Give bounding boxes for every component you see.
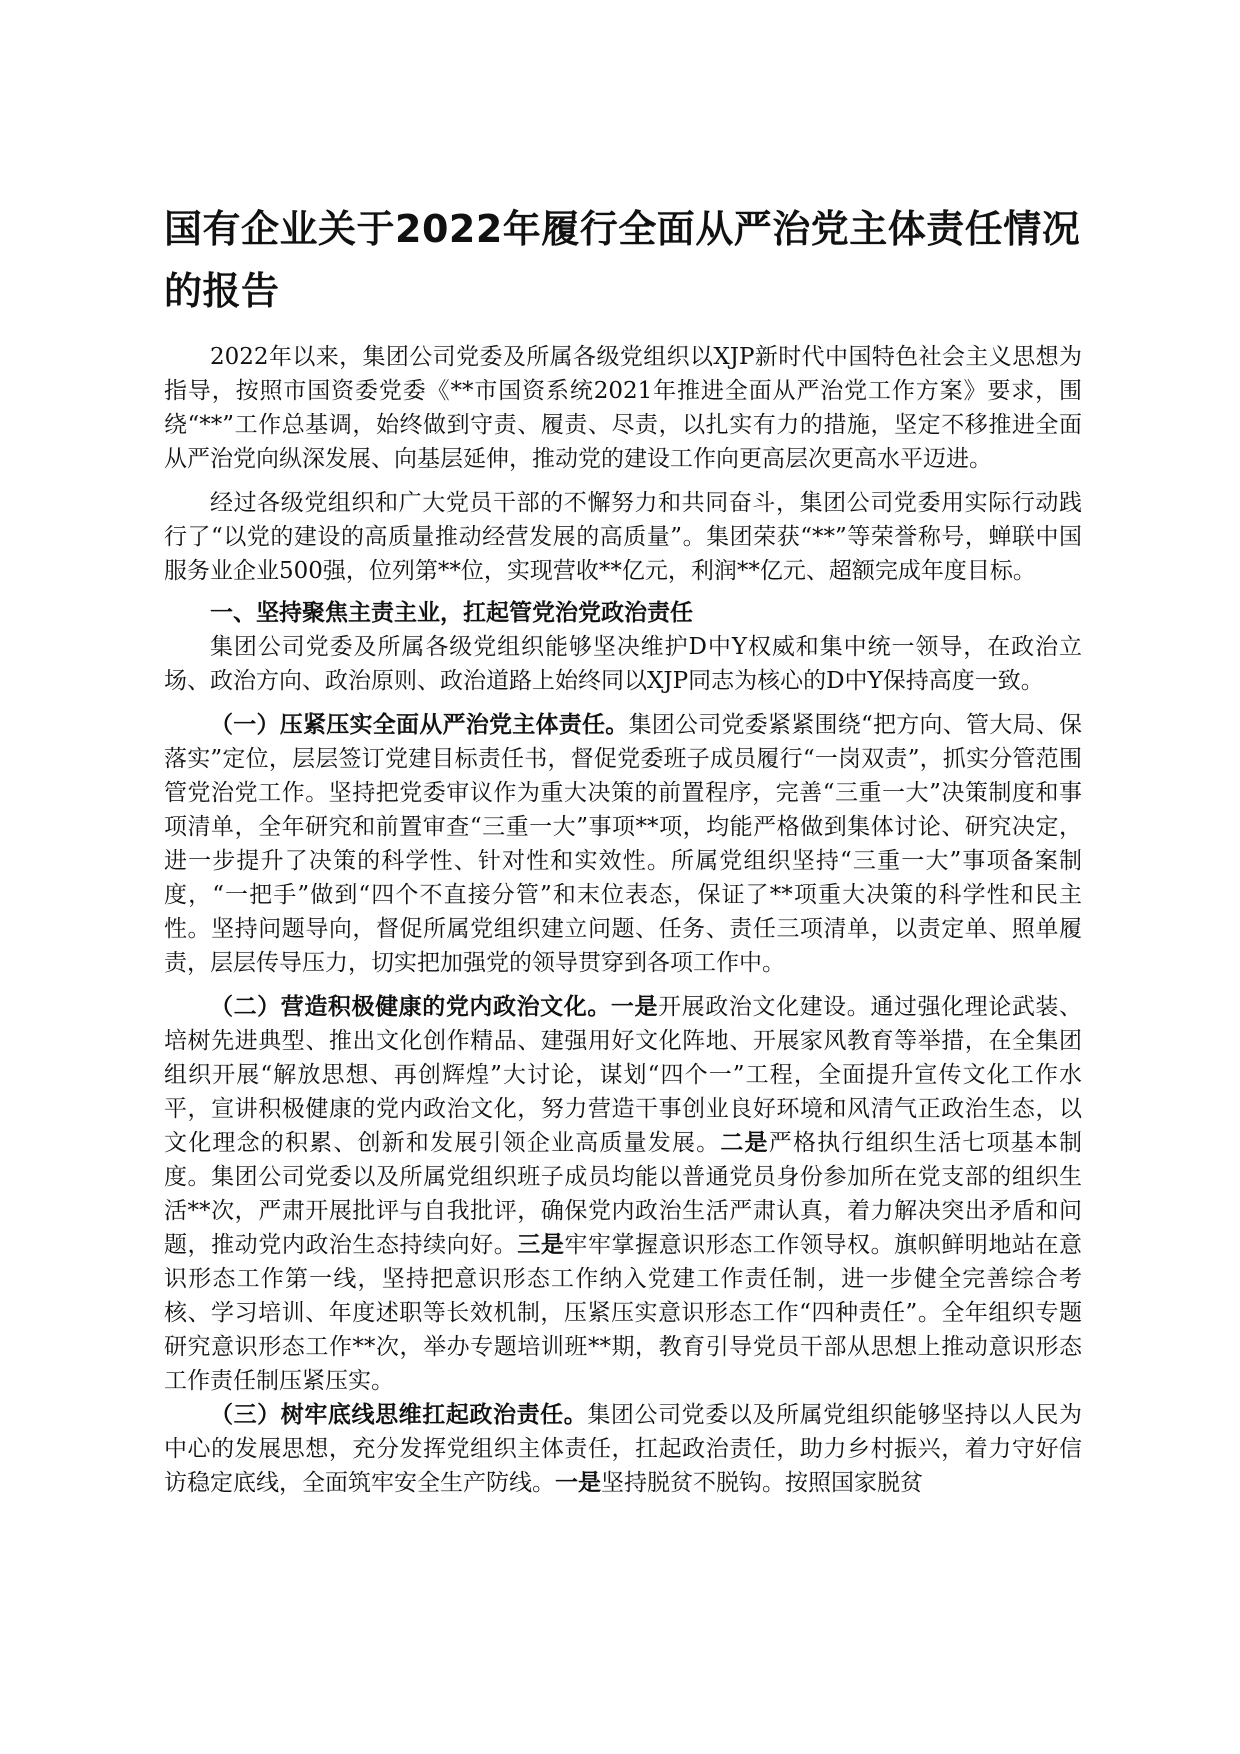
subsection-2-text-3: 牢牢掌握意识形态工作领导权。旗帜鲜明地站在意识形态工作第一线，坚持把意识形态工作纳入党建工作责任制，进一步健全完善综合考核、学习培训、年度述职等长效机制，压紧压实意识形态工作“四种责任”。全年组织专题研究意识形态工作**次，举办专题培训班**期，教育引导党员干部从思想上推动意识形态工作责任制压紧压实。 [164,1232,1083,1394]
intro-paragraph-1: 2022年以来，集团公司党委及所属各级党组织以XJP新时代中国特色社会主义思想为指导，按照市国资委党委《**市国资系统2021年推进全面从严治党工作方案》要求，围绕“**”工作总基调，始终做到守责、履责、尽责，以扎实有力的措施，坚定不移推进全面从严治党向纵深发展、向基层延伸，推动党的建设工作向更高层次更高水平迈进。 [164,344,1082,472]
subsection-2-text-1: 开展政治文化建设。通过强化理论武装、培树先进典型、推出文化创作精品、建强用好文化阵地、开展家风教育等举措，在全集团组织开展“解放思想、再创辉煌”大讨论，谋划“四个一”工程，全面提升宣传文化工作水平，宣讲积极健康的党内政治文化，努力营造干事创业良好环境和风清气正政治生态，以文化理念的积累、创新和发展引领企业高质量发展。 [164,994,1083,1156]
subsection-1-text: 集团公司党委紧紧围绕“把方向、管大局、保落实”定位，层层签订党建目标责任书，督促党委班子成员履行“一岗双责”，抓实分管范围管党治党工作。坚持把党委审议作为重大决策的前置程序，完善“三重一大”决策制度和事项清单，全年研究和前置审查“三重一大”事项**项，均能严格做到集体讨论、研究决定，进一步提升了决策的科学性、针对性和实效性。所属党组织坚持“三重一大”事项备案制度，“一把手”做到“四个不直接分管”和末位表态，保证了**项重大决策的科学性和民主性。坚持问题导向，督促所属党组织建立问题、任务、责任三项清单，以责定单、照单履责，层层传导压力，切实把加强党的领导贯穿到各项工作中。 [164,712,1083,976]
subsection-3-text-1: 坚持脱贫不脱钩。按照国家脱贫 [601,1470,923,1496]
intro-paragraph-2: 经过各级党组织和广大党员干部的不懈努力和共同奋斗，集团公司党委用实际行动践行了“以党的建设的高质量推动经营发展的高质量”。集团荣获“**”等荣誉称号，蝉联中国服务业企业500强，位列第**位，实现营收**亿元，利润**亿元、超额完成年度目标。 [164,490,1082,584]
subsection-2-keyword-1: 一是 [610,993,659,1020]
subsection-3-keyword-1: 一是 [555,1469,601,1496]
subsection-3-paragraph [164,1398,1082,1500]
subsection-1-paragraph [164,708,1082,980]
subsection-2-paragraph [164,990,1082,1398]
section-1-heading: 一、坚持聚焦主责主业，扛起管党治党政治责任 [210,599,693,626]
subsection-2-keyword-3: 三是 [517,1231,565,1258]
document-body [164,340,1082,1500]
document-title: 国有企业关于2022年履行全面从严治党主体责任情况的报告 [164,207,1081,313]
subsection-1-lead: （一）压紧压实全面从严治党主体责任。 [210,711,629,738]
subsection-2-text-2: 严格执行组织生活七项基本制度。集团公司党委以及所属党组织班子成员均能以普通党员身份参加所在党支部的组织生活**次，严肃开展批评与自我批评，确保党内政治生活严肃认真，着力解决突出矛盾和问题，推动党内政治生态持续向好。 [164,1130,1083,1258]
subsection-2-keyword-2: 二是 [720,1129,769,1156]
section-1-paragraph: 集团公司党委及所属各级党组织能够坚决维护D中Y权威和集中统一领导，在政治立场、政治方向、政治原则、政治道路上始终同以XJP同志为核心的D中Y保持高度一致。 [164,634,1082,694]
subsection-3-text-0: 集团公司党委以及所属党组织能够坚持以人民为中心的发展思想，充分发挥党组织主体责任，扛起政治责任，助力乡村振兴，着力守好信访稳定底线，全面筑牢安全生产防线。 [164,1402,1083,1496]
subsection-2-lead: （二）营造积极健康的党内政治文化。 [210,993,611,1020]
subsection-3-lead: （三）树牢底线思维扛起政治责任。 [210,1401,588,1428]
